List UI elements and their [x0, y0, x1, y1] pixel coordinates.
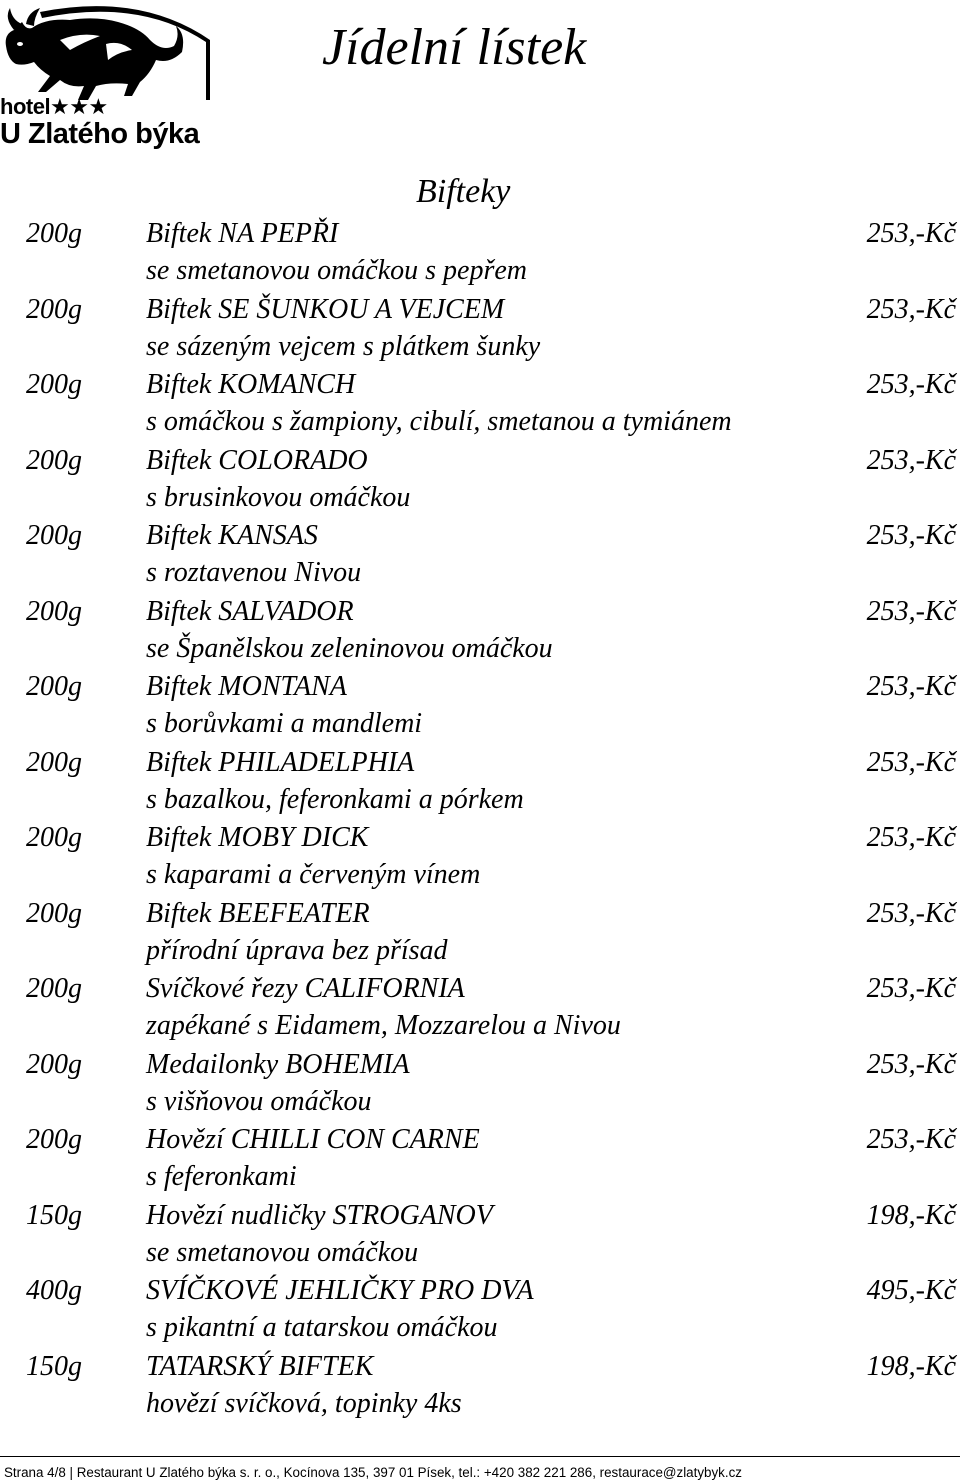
item-weight: 200g: [26, 369, 82, 400]
item-name: Biftek SALVADOR: [146, 595, 354, 627]
item-name: Biftek BEEFEATER: [146, 897, 370, 929]
item-weight: 200g: [26, 293, 82, 325]
menu-item-line: [0, 1121, 960, 1159]
menu-item-description-line: [0, 705, 960, 743]
item-name: Hovězí CHILLI CON CARNE: [146, 1124, 480, 1155]
page-footer: Strana 4/8 | Restaurant U Zlatého býka s. r. o., Kocínova 135, 397 01 Písek, tel.: +420 382 221 286, restaurace@zlatybyk.cz: [4, 1465, 742, 1480]
item-price: 253,-Kč: [866, 520, 956, 551]
item-description: s borůvkami a mandlemi: [146, 708, 423, 739]
item-name: Biftek KANSAS: [146, 520, 318, 551]
menu-item: [0, 1348, 960, 1424]
menu-item-line: [0, 744, 960, 782]
logo-hotel-name: U Zlatého býka: [0, 118, 200, 150]
item-name: Medailonky BOHEMIA: [146, 1048, 410, 1080]
menu-item-line: [0, 366, 960, 404]
item-description: s roztavenou Nivou: [146, 557, 362, 588]
item-name: SVÍČKOVÉ JEHLIČKY PRO DVA: [146, 1275, 534, 1306]
item-name: Biftek MONTANA: [146, 671, 347, 702]
menu-item: [0, 668, 960, 744]
item-name: Svíčkové řezy CALIFORNIA: [146, 973, 465, 1004]
menu-item-line: [0, 819, 960, 857]
item-name: Biftek PHILADELPHIA: [146, 746, 415, 778]
menu-item: [0, 744, 960, 820]
item-weight: 200g: [26, 520, 82, 551]
menu-item-line: [0, 291, 960, 329]
menu-list: [0, 215, 960, 1423]
item-weight: 200g: [26, 973, 82, 1004]
menu-item-description-line: [0, 1385, 960, 1423]
page-title: Jídelní lístek: [322, 19, 587, 76]
menu-item-line: [0, 517, 960, 555]
item-weight: 200g: [26, 1124, 82, 1155]
hotel-logo: [0, 0, 220, 152]
menu-item-line: [0, 1348, 960, 1386]
menu-item-description-line: [0, 1158, 960, 1196]
menu-item-line: [0, 668, 960, 706]
item-description: se smetanovou omáčkou: [146, 1236, 419, 1268]
menu-item-line: [0, 1046, 960, 1084]
menu-item: [0, 1197, 960, 1273]
menu-item-description-line: [0, 1234, 960, 1272]
item-price: 495,-Kč: [866, 1275, 956, 1306]
item-price: 253,-Kč: [866, 746, 956, 778]
item-weight: 150g: [26, 1199, 82, 1231]
item-weight: 200g: [26, 595, 82, 627]
item-price: 253,-Kč: [866, 218, 956, 249]
menu-item-description-line: [0, 479, 960, 517]
item-description: se smetanovou omáčkou s pepřem: [146, 255, 528, 286]
item-description: zapékané s Eidamem, Mozzarelou a Nivou: [146, 1010, 621, 1041]
menu-item-description-line: [0, 554, 960, 592]
item-price: 198,-Kč: [866, 1350, 956, 1382]
item-name: TATARSKÝ BIFTEK: [146, 1350, 374, 1382]
menu-item-line: [0, 442, 960, 480]
menu-item: [0, 970, 960, 1046]
menu-item-description-line: [0, 781, 960, 819]
item-weight: 200g: [26, 897, 82, 929]
menu-item-description-line: [0, 252, 960, 290]
item-description: s brusinkovou omáčkou: [146, 481, 411, 513]
menu-item-description-line: [0, 932, 960, 970]
item-price: 253,-Kč: [866, 822, 956, 853]
menu-item: [0, 291, 960, 367]
menu-item: [0, 1046, 960, 1122]
item-description: s bazalkou, feferonkami a pórkem: [146, 783, 524, 815]
menu-item: [0, 593, 960, 669]
menu-item-description-line: [0, 1083, 960, 1121]
menu-item: [0, 215, 960, 291]
menu-item: [0, 517, 960, 593]
item-price: 253,-Kč: [866, 369, 956, 400]
item-price: 253,-Kč: [866, 973, 956, 1004]
item-description: s kaparami a červeným vínem: [146, 859, 481, 890]
item-price: 253,-Kč: [866, 444, 956, 476]
item-description: s omáčkou s žampiony, cibulí, smetanou a tymiánem: [146, 406, 732, 437]
item-price: 253,-Kč: [866, 293, 956, 325]
menu-item: [0, 442, 960, 518]
item-price: 253,-Kč: [866, 1048, 956, 1080]
item-price: 253,-Kč: [866, 1124, 956, 1155]
footer-divider: [0, 1456, 960, 1457]
item-name: Hovězí nudličky STROGANOV: [146, 1199, 493, 1231]
item-weight: 200g: [26, 218, 82, 249]
item-weight: 200g: [26, 822, 82, 853]
menu-item-line: [0, 593, 960, 631]
menu-item-description-line: [0, 856, 960, 894]
menu-item-line: [0, 1197, 960, 1235]
item-description: hovězí svíčková, topinky 4ks: [146, 1387, 462, 1419]
menu-item: [0, 819, 960, 895]
menu-item-line: [0, 1272, 960, 1310]
menu-item: [0, 366, 960, 442]
item-description: se sázeným vejcem s plátkem šunky: [146, 330, 541, 362]
menu-item-description-line: [0, 403, 960, 441]
menu-item-description-line: [0, 630, 960, 668]
item-weight: 200g: [26, 746, 82, 778]
section-title: Bifteky: [416, 173, 511, 210]
item-name: Biftek COLORADO: [146, 444, 368, 476]
menu-item-line: [0, 215, 960, 253]
item-weight: 400g: [26, 1275, 82, 1306]
menu-item-line: [0, 970, 960, 1008]
menu-item: [0, 895, 960, 971]
menu-item-description-line: [0, 1309, 960, 1347]
item-description: přírodní úprava bez přísad: [146, 934, 448, 966]
item-description: s feferonkami: [146, 1161, 297, 1192]
item-price: 253,-Kč: [866, 671, 956, 702]
bull-icon: [0, 0, 220, 100]
item-price: 253,-Kč: [866, 897, 956, 929]
item-weight: 200g: [26, 671, 82, 702]
item-description: s pikantní a tatarskou omáčkou: [146, 1312, 498, 1343]
menu-item-description-line: [0, 328, 960, 366]
menu-item: [0, 1272, 960, 1348]
menu-item: [0, 1121, 960, 1197]
item-description: s višňovou omáčkou: [146, 1085, 372, 1117]
item-description: se Španělskou zeleninovou omáčkou: [146, 632, 553, 664]
item-weight: 150g: [26, 1350, 82, 1382]
item-name: Biftek MOBY DICK: [146, 822, 369, 853]
item-price: 253,-Kč: [866, 595, 956, 627]
item-weight: 200g: [26, 1048, 82, 1080]
item-name: Biftek KOMANCH: [146, 369, 356, 400]
item-price: 198,-Kč: [866, 1199, 956, 1231]
item-weight: 200g: [26, 444, 82, 476]
logo-hotel-text: hotel★★★: [0, 94, 108, 119]
menu-item-description-line: [0, 1007, 960, 1045]
menu-item-line: [0, 895, 960, 933]
item-name: Biftek NA PEPŘI: [146, 218, 339, 249]
item-name: Biftek SE ŠUNKOU A VEJCEM: [146, 293, 505, 325]
